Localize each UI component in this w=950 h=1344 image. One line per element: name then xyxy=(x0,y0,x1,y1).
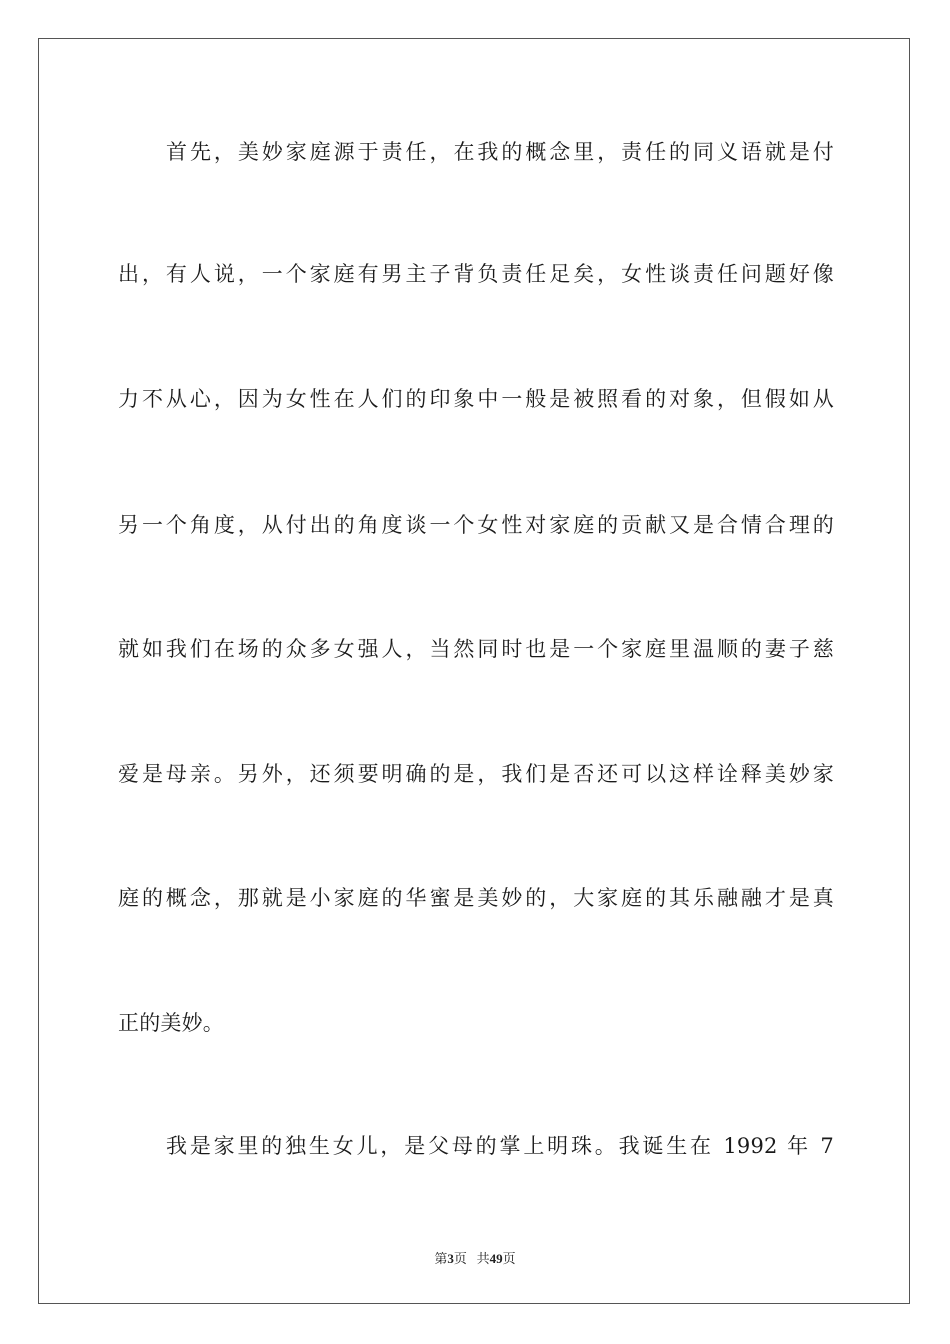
footer-total-suffix: 页 xyxy=(502,1251,516,1266)
footer-total-pages: 49 xyxy=(489,1251,503,1266)
footer-page-prefix: 第 xyxy=(434,1251,448,1266)
paragraph-1-line-6: 爱是母亲。另外，还须要明确的是，我们是否还可以这样诠释美妙家 xyxy=(118,762,834,786)
footer-total-prefix: 共 xyxy=(476,1251,490,1266)
paragraph-1-line-4: 另一个角度，从付出的角度谈一个女性对家庭的贡献又是合情合理的 xyxy=(118,513,834,537)
page-border xyxy=(38,38,910,1304)
page-footer xyxy=(0,1248,950,1267)
paragraph-1-line-1: 首先，美妙家庭源于责任，在我的概念里，责任的同义语就是付 xyxy=(166,140,834,164)
paragraph-1-line-7: 庭的概念，那就是小家庭的华蜜是美妙的，大家庭的其乐融融才是真 xyxy=(118,886,834,910)
paragraph-1-line-8: 正的美妙。 xyxy=(118,1011,224,1035)
paragraph-1-line-3: 力不从心，因为女性在人们的印象中一般是被照看的对象，但假如从 xyxy=(118,387,834,411)
paragraph-1-line-2: 出，有人说，一个家庭有男主子背负责任足矣，女性谈责任问题好像 xyxy=(118,262,834,286)
paragraph-2-line-1: 我是家里的独生女儿，是父母的掌上明珠。我诞生在 1992 年 7 xyxy=(166,1134,834,1158)
footer-page-number: 3 xyxy=(447,1251,454,1266)
paragraph-1-line-5: 就如我们在场的众多女强人，当然同时也是一个家庭里温顺的妻子慈 xyxy=(118,637,834,661)
footer-page-suffix: 页 xyxy=(453,1251,467,1266)
